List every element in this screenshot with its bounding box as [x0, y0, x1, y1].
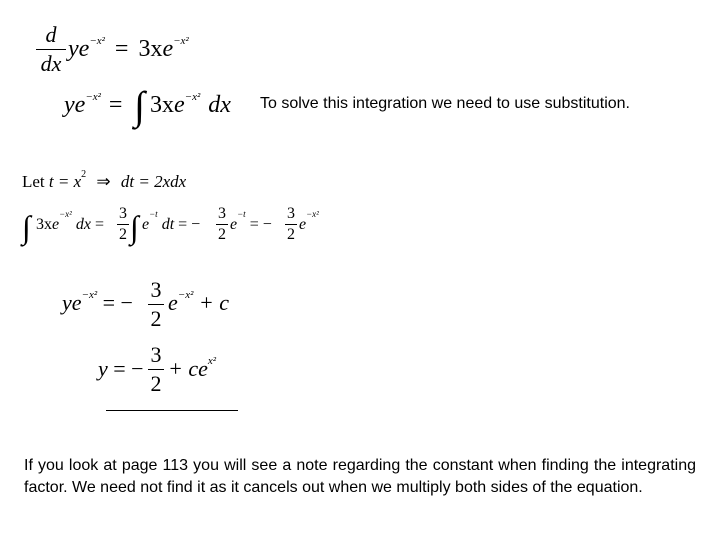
- exp-base: e: [78, 36, 90, 62]
- differential: dx: [208, 92, 231, 118]
- equals-sign: =: [114, 36, 129, 62]
- equals-minus: = −: [102, 290, 133, 315]
- substitution-line: [22, 169, 187, 192]
- integrand-coef: 3x: [36, 216, 52, 233]
- let-label: Let: [22, 172, 45, 191]
- exp-base: e: [299, 216, 307, 233]
- implies-arrow: ⇒: [96, 172, 111, 191]
- exp-base: e: [162, 36, 174, 62]
- note-substitution: To solve this integration we need to use substitution.: [260, 95, 630, 112]
- constant-c: + c: [198, 290, 229, 315]
- eq5-rhs: [168, 356, 216, 382]
- note-constant: If you look at page 113 you will see a note regarding the constant when finding the integrating factor. We need not find it as it cancels out when we multiply both sides of the equation.: [24, 457, 696, 496]
- denominator: 2: [119, 226, 127, 243]
- eq4-rhs: [168, 290, 229, 316]
- numerator: 3: [150, 277, 162, 302]
- rhs-term: 3x: [138, 36, 163, 62]
- exponent: 2: [81, 169, 87, 180]
- derivative-denominator: dx: [40, 51, 62, 76]
- exp-base: e: [168, 290, 178, 315]
- equals-minus: = −: [178, 216, 201, 233]
- fraction-3-2: [117, 205, 129, 244]
- exponent: −x²: [89, 35, 105, 47]
- exponent: −x²: [81, 289, 98, 301]
- differential: dt: [161, 216, 175, 233]
- integral-rhs: [150, 92, 231, 119]
- numerator: 3: [287, 205, 295, 222]
- derivative-expression: [68, 36, 189, 63]
- fraction-3-2: [285, 205, 297, 244]
- denominator: 2: [218, 226, 226, 243]
- exponent: −x²: [85, 91, 101, 103]
- var-y: y: [64, 92, 75, 118]
- differential: dx: [75, 216, 91, 233]
- exp-base: e: [142, 216, 150, 233]
- derivative-fraction: [36, 22, 66, 77]
- var-y: y: [68, 36, 79, 62]
- exponent: −x²: [177, 289, 194, 301]
- var-y: y: [62, 290, 72, 315]
- divider-line: [106, 410, 238, 411]
- fraction-3-2: [148, 342, 164, 397]
- exponent: −x²: [184, 91, 201, 103]
- numerator: 3: [218, 205, 226, 222]
- exponent: x²: [207, 355, 217, 367]
- dt-definition: dt = 2xdx: [120, 172, 187, 191]
- denominator: 2: [287, 226, 295, 243]
- fraction-3-2: [148, 277, 164, 332]
- eq3-term3: [230, 209, 272, 234]
- integral-sign: ∫: [22, 209, 31, 245]
- eq3-term4: [299, 209, 319, 234]
- exp-base: e: [71, 290, 82, 315]
- integral-sign: ∫: [130, 209, 139, 245]
- denominator: 2: [150, 306, 162, 331]
- exp-base: e: [198, 356, 208, 381]
- integral-lhs: [64, 92, 124, 119]
- constant-c: + c: [168, 356, 199, 381]
- exp-base: e: [230, 216, 238, 233]
- eq4-lhs: [62, 290, 133, 316]
- equals-sign: =: [108, 92, 123, 118]
- numerator: 3: [119, 205, 127, 222]
- exponent: −x²: [173, 35, 189, 47]
- var-y: y: [98, 356, 108, 381]
- numerator: 3: [150, 342, 162, 367]
- t-definition: t = x: [48, 172, 82, 191]
- exponent: −x²: [306, 209, 319, 219]
- derivative-numerator: d: [45, 22, 57, 47]
- eq5-lhs: [98, 356, 144, 382]
- exp-base: e: [74, 92, 86, 118]
- integral-sign: ∫: [134, 83, 145, 128]
- exponent: −t: [149, 209, 158, 219]
- fraction-3-2: [216, 205, 228, 244]
- eq3-term2: [142, 209, 201, 234]
- equals-minus: = −: [249, 216, 272, 233]
- exponent: −t: [237, 209, 246, 219]
- denominator: 2: [150, 371, 162, 396]
- exp-base: e: [52, 216, 60, 233]
- exponent: −x²: [59, 209, 72, 219]
- equals-minus: = −: [113, 356, 144, 381]
- integrand-coef: 3x: [150, 92, 174, 118]
- exp-base: e: [174, 92, 185, 118]
- equals-sign: =: [95, 216, 105, 233]
- eq3-term1: [36, 209, 105, 234]
